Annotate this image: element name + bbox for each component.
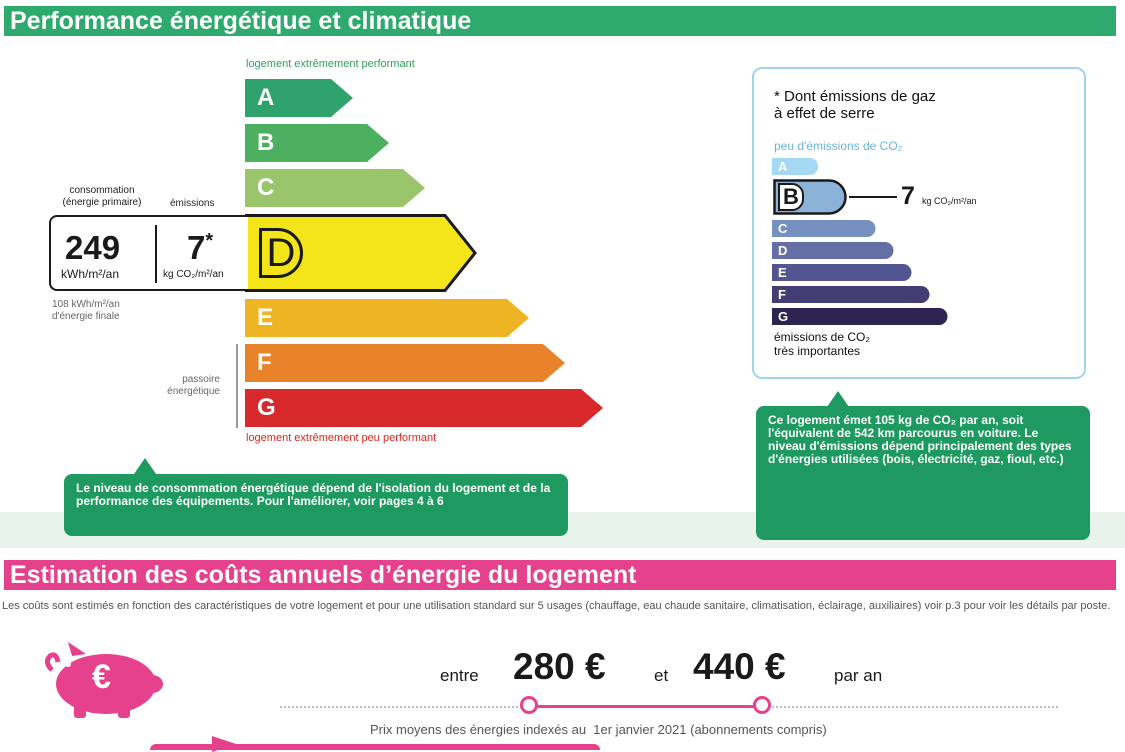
cost-and: et — [654, 666, 669, 685]
consumption-value: 249 — [65, 229, 121, 266]
energy-class-letter: E — [257, 304, 274, 331]
cost-range-marker-low — [520, 696, 538, 714]
emissions-number: 7 — [187, 229, 206, 266]
bottom-callout-edge — [150, 744, 600, 750]
consumption-divider — [155, 225, 157, 283]
emissions-callout: Ce logement émet 105 kg de CO₂ par an, soit l'équivalent de 542 km parcourus en voiture. Le niveau d'émissions dépend principalement des types d'énergies utilisées (bois, électricité, gaz, fioul, etc.) — [756, 406, 1090, 540]
ghg-value: 7 — [901, 182, 915, 210]
prices-note: Prix moyens des énergies indexés au 1er janvier 2021 (abonnements compris) — [370, 722, 827, 737]
section-title-costs: Estimation des coûts annuels d’énergie du logement — [4, 560, 1116, 590]
ghg-class-letter-current: B — [778, 183, 804, 211]
ghg-value-leader — [849, 196, 897, 198]
consumption-label-line1: consommation — [69, 185, 135, 196]
energy-class-A — [245, 79, 355, 117]
passoire-line1: passoire — [182, 374, 220, 385]
ghg-class-letter: D — [778, 243, 788, 258]
passoire-line2: énergétique — [167, 386, 220, 397]
ghg-top-label: peu d'émissions de CO₂ — [774, 139, 903, 153]
section-title-performance: Performance énergétique et climatique — [4, 6, 1116, 36]
ghg-bottom-line2: très importantes — [774, 344, 861, 358]
emissions-value — [187, 229, 213, 267]
energy-class-D-current — [245, 214, 478, 292]
cost-between: entre — [440, 666, 479, 685]
callout-arrow-left — [134, 458, 156, 474]
ghg-class-G — [772, 308, 948, 325]
energy-class-G — [245, 389, 605, 427]
consumption-unit: kWh/m²/an — [61, 267, 120, 281]
ghg-class-letter: A — [778, 159, 788, 174]
consumption-box — [49, 215, 248, 291]
ghg-class-letter: G — [778, 309, 789, 324]
final-energy-line1: 108 kWh/m²/an — [52, 299, 120, 310]
ghg-class-F — [772, 286, 930, 303]
ghg-class-letter: C — [778, 221, 788, 236]
emissions-star: * — [205, 230, 214, 252]
bottom-performance-label: logement extrêmement peu performant — [246, 432, 437, 444]
cost-low: 280 € — [513, 646, 606, 687]
ghg-title-line1: * Dont émissions de gaz — [774, 88, 936, 105]
piggy-bank-icon — [40, 640, 168, 720]
energy-class-F — [245, 344, 567, 382]
energy-class-letter: C — [257, 174, 275, 201]
ghg-class-E — [772, 264, 912, 281]
energy-class-B — [245, 124, 391, 162]
cost-per-year: par an — [834, 666, 883, 685]
energy-class-letter: B — [257, 129, 275, 156]
consumption-label — [50, 185, 154, 209]
energy-class-letter: G — [257, 394, 276, 421]
energy-class-E — [245, 299, 531, 337]
passoire-label — [140, 374, 220, 398]
energy-class-letter-current: D — [259, 228, 303, 278]
consumption-callout: Le niveau de consommation énergétique dépend de l'isolation du logement et de la performance des équipements. Pour l'améliorer, voir pages 4 à 6 — [64, 474, 568, 536]
final-energy-line2: d'énergie finale — [52, 311, 120, 322]
top-performance-label: logement extrêmement performant — [246, 58, 415, 70]
ghg-bottom-label — [774, 330, 870, 358]
ghg-class-C — [772, 220, 876, 237]
ghg-bottom-line1: émissions de CO₂ — [774, 330, 871, 344]
energy-class-letter: A — [257, 84, 275, 111]
ghg-class-B-current — [773, 179, 849, 215]
final-energy-label — [52, 299, 120, 323]
ghg-class-letter: F — [778, 287, 786, 302]
passoire-bracket — [236, 344, 238, 428]
energy-class-C — [245, 169, 427, 207]
ghg-class-A — [772, 158, 826, 175]
cost-high: 440 € — [693, 646, 786, 687]
energy-class-letter: F — [257, 349, 272, 376]
ghg-title-line2: à effet de serre — [774, 105, 875, 122]
euro-symbol: € — [92, 658, 111, 696]
callout-arrow-right — [827, 391, 849, 407]
cost-range-segment — [530, 705, 762, 708]
ghg-unit: kg CO₂/m²/an — [922, 196, 977, 206]
ghg-title — [774, 88, 936, 122]
ghg-class-D — [772, 242, 894, 259]
ghg-class-letter: E — [778, 265, 787, 280]
cost-range-marker-high — [753, 696, 771, 714]
emissions-unit: kg CO₂/m²/an — [163, 269, 224, 280]
costs-description: Les coûts sont estimés en fonction des caractéristiques de votre logement et pour une utilisation standard sur 5 usages (chauffage, eau chaude sanitaire, climatisation, éclairage, auxiliaires) voir p.3 pour voir les détails par poste. — [2, 600, 1111, 612]
consumption-label-line2: (énergie primaire) — [62, 197, 142, 208]
emissions-label: émissions — [170, 198, 215, 209]
